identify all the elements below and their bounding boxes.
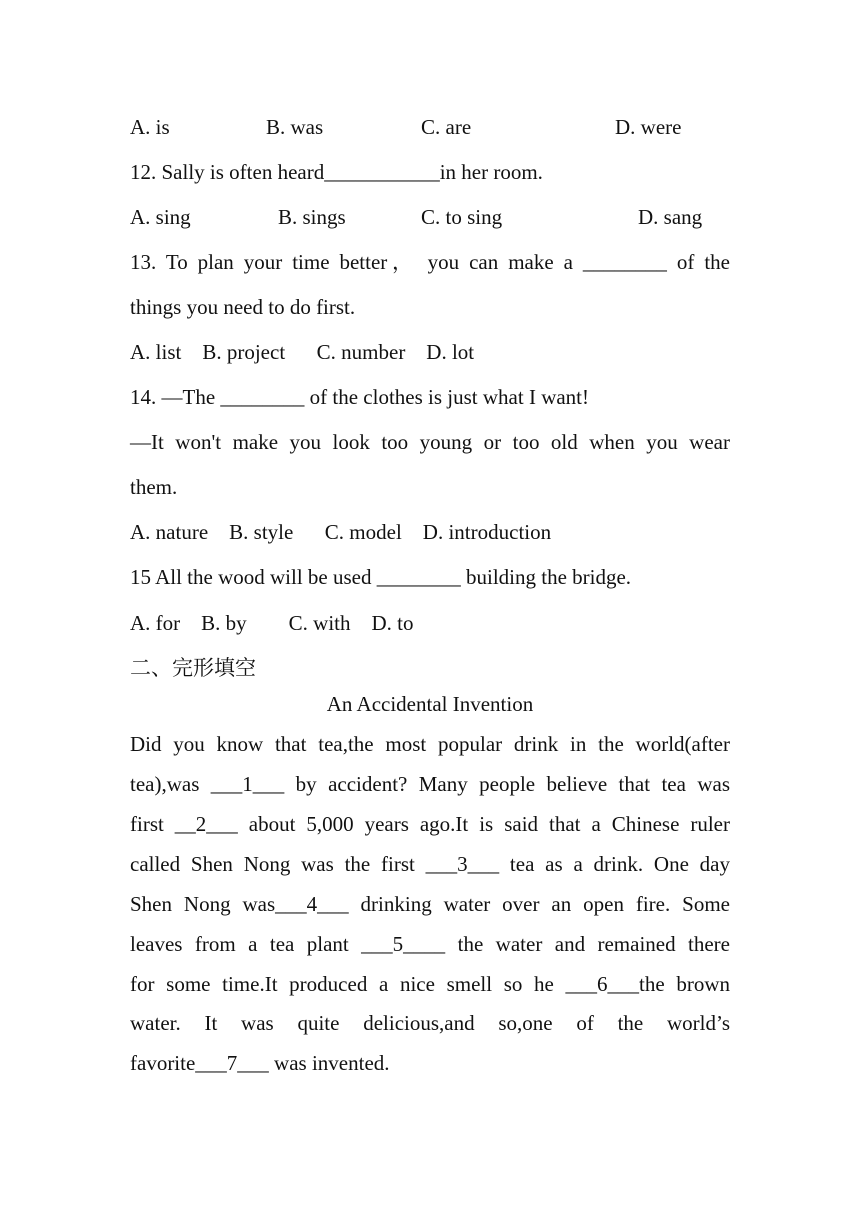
passage-title: An Accidental Invention [326, 692, 534, 716]
q14-options: A. nature B. style C. model D. introduction [130, 520, 552, 544]
passage-last-line: favorite___7___ was invented. [130, 1051, 390, 1075]
q14-stem: 14. —The ________ of the clothes is just what I want! [130, 385, 590, 409]
passage-line-2: tea),was ___1___ by accident? Many people believe that tea was [130, 772, 730, 796]
passage-line-6: leaves from a tea plant ___5____ the water and remained there [130, 932, 730, 956]
q14-reply-line2: them. [130, 475, 178, 499]
q12-stem: 12. Sally is often heard___________in her room. [130, 160, 543, 184]
q13-options: A. list B. project C. number D. lot [130, 340, 475, 364]
q11-option-b: B. was [266, 115, 324, 139]
q13-stem-line2: things you need to do first. [130, 295, 356, 319]
passage-line-7: for some time.It produced a nice smell so he ___6___the brown [130, 972, 730, 996]
passage-line-4: called Shen Nong was the first ___3___ tea as a drink. One day [130, 852, 730, 876]
q12-option-c: C. to sing [421, 205, 503, 229]
q11-option-a: A. is [130, 115, 170, 139]
q15-stem: 15 All the wood will be used ________ building the bridge. [130, 565, 632, 589]
passage-line-5: Shen Nong was___4___ drinking water over an open fire. Some [130, 892, 730, 916]
q13-stem-line1: 13. To plan your time better， you can make a ________ of the [130, 250, 730, 274]
q11-option-d: D. were [615, 115, 682, 139]
q12-option-a: A. sing [130, 205, 191, 229]
q12-option-b: B. sings [278, 205, 346, 229]
passage-line-3: first __2___ about 5,000 years ago.It is said that a Chinese ruler [130, 812, 730, 836]
q12-option-d: D. sang [638, 205, 703, 229]
passage-line-8: water. It was quite delicious,and so,one of the world’s [130, 1011, 730, 1035]
q14-reply-line1: —It won't make you look too young or too old when you wear [130, 430, 730, 454]
q15-options: A. for B. by C. with D. to [130, 611, 414, 635]
passage-line-1: Did you know that tea,the most popular drink in the world(after [130, 732, 730, 756]
section-heading: 二、完形填空 [130, 656, 256, 680]
q11-option-c: C. are [421, 115, 472, 139]
